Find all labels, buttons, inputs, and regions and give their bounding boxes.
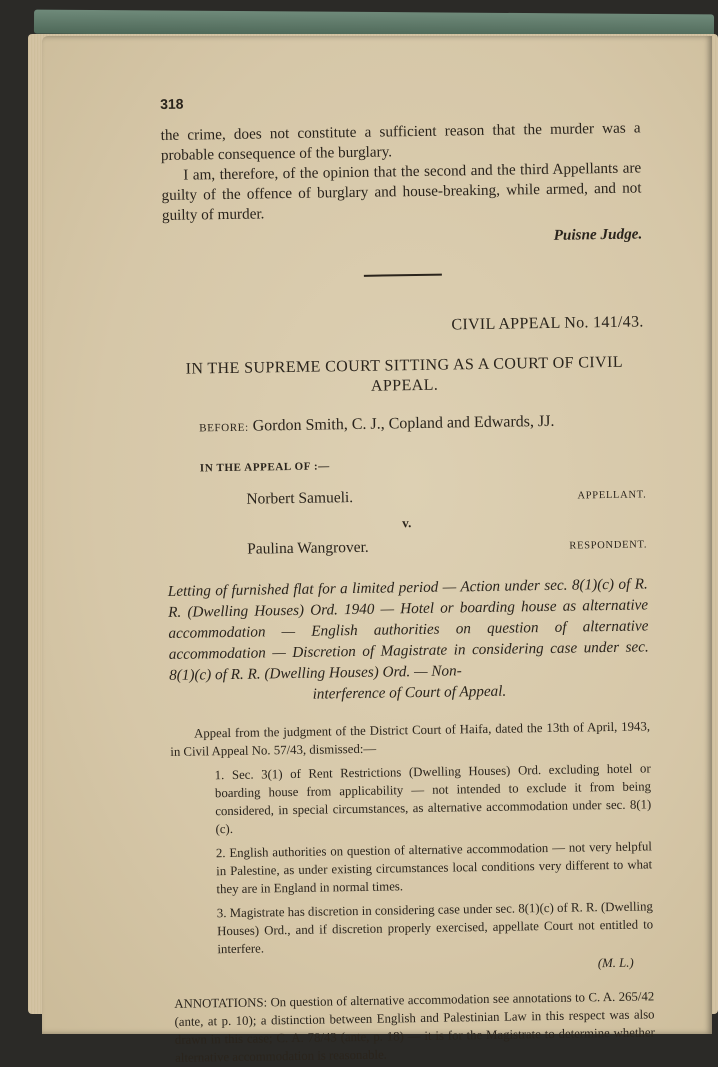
- appellant-role: APPELLANT.: [577, 489, 647, 502]
- page-number: 318: [160, 95, 184, 112]
- bench-judges: Gordon Smith, C. J., Copland and Edwards, JJ.: [252, 412, 555, 435]
- appellant-row: [166, 483, 646, 513]
- respondent-name: Paulina Wangrover.: [247, 538, 369, 558]
- versus: v.: [402, 515, 412, 531]
- before-label: BEFORE:: [199, 421, 249, 435]
- bench-line: [199, 410, 645, 438]
- appellant-name: Norbert Samueli.: [246, 489, 354, 508]
- reporter-initials: (M. L.): [597, 955, 634, 971]
- holding-item: 1. Sec. 3(1) of Rent Restrictions (Dwelling Houses) Ord. excluding hotel or boarding house from applicability — not intended to exclude it from being considered, in special circumstances, as alternative accommodation under sec. 8(1)(c).: [214, 761, 652, 837]
- appeal-of-label: IN THE APPEAL OF :—: [199, 460, 330, 475]
- holding-item: 3. Magistrate has discretion in considering case under sec. 8(1)(c) of R. R. (Dwelling Houses) Ord., and if discretion properly exercised, appellate Court not entitled to interfere.: [216, 899, 654, 957]
- respondent-row: [167, 533, 647, 563]
- headnote: [168, 573, 650, 707]
- headnote-last-line: interference of Court of Appeal.: [312, 682, 507, 703]
- case-number: CIVIL APPEAL No. 141/43.: [451, 313, 644, 334]
- court-title: IN THE SUPREME COURT SITTING AS A COURT OF CIVIL APPEAL.: [185, 353, 624, 395]
- section-divider: [364, 274, 442, 277]
- judgment-paragraph: I am, therefore, of the opinion that the second and the third Appellants are guilty of the offence of burglary and house-breaking, while armed, and not guilty of murder.: [161, 159, 642, 224]
- book-page: [42, 36, 712, 1065]
- headnote-text: Letting of furnished flat for a limited period — Action under sec. 8(1)(c) of R. R. (Dwelling Houses) Ord. 1940 — Hotel or boarding house as alternative accommodation — English authorities on question of alternative accommodation — Discretion of Magistrate in considering case under sec. 8(1)(c) of R. R. (Dwelling Houses) Ord. — Non-: [167, 575, 649, 684]
- judgment-paragraph: the crime, does not constitute a sufficient reason that the murder was a probable consequence of the burglary.: [160, 119, 641, 164]
- holding-item: 2. English authorities on question of alternative accommodation — not very helpful in Palestine, as under existing circumstances local conditions very different to what they are in England in normal times.: [215, 839, 653, 897]
- respondent-role: RESPONDENT.: [569, 539, 648, 552]
- appeal-from: Appeal from the judgment of the District Court of Haifa, dated the 13th of April, 1943, in Civil Appeal No. 57/43, dismissed:—: [170, 719, 651, 759]
- judge-signature: Puisne Judge.: [553, 225, 643, 244]
- page-content: [160, 86, 655, 1066]
- annotations: ANNOTATIONS: On question of alternative accommodation see annotations to C. A. 265/42 (ante, at p. 10); a distinction between English and Palestinian Law in this respect was also drawn in this case; C. A. 78/43 (ante, p. 18) — it is for the Magistrate to determine whether alternative accommodation is reasonable.: [174, 989, 655, 1065]
